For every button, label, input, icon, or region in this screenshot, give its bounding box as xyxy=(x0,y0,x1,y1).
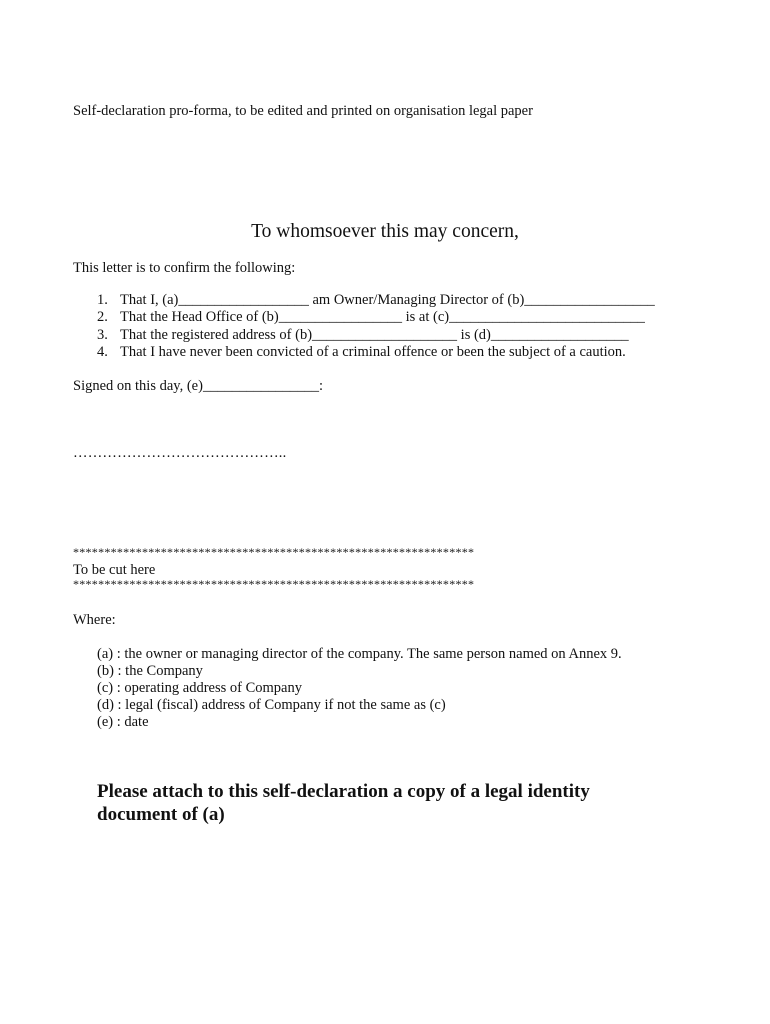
intro-line: This letter is to confirm the following: xyxy=(73,260,296,276)
item-number: 4. xyxy=(97,343,108,360)
definition-item: (c) : operating address of Company xyxy=(97,680,302,696)
item-text: That the Head Office of (b)_________________ is at (c)___________________________ xyxy=(120,309,645,326)
confirmation-item xyxy=(97,344,655,361)
confirmation-item xyxy=(97,327,655,344)
where-label: Where: xyxy=(73,612,116,628)
cut-line-bottom: **************************************************************** xyxy=(73,577,475,591)
item-text: That the registered address of (b)____________________ is (d)___________________ xyxy=(120,326,629,343)
item-text: That I have never been convicted of a criminal offence or been the subject of a caution. xyxy=(120,343,626,360)
definition-item: (a) : the owner or managing director of the company. The same person named on Annex 9. xyxy=(97,646,622,662)
item-text: That I, (a)__________________ am Owner/Managing Director of (b)__________________ xyxy=(120,292,655,308)
item-number: 1. xyxy=(97,292,108,308)
confirmation-item xyxy=(97,309,655,326)
signed-date-line: Signed on this day, (e)________________: xyxy=(73,378,323,394)
definition-item: (d) : legal (fiscal) address of Company if not the same as (c) xyxy=(97,697,446,713)
salutation: To whomsoever this may concern, xyxy=(251,221,519,242)
cut-line-top: **************************************************************** xyxy=(73,545,475,559)
item-number: 2. xyxy=(97,309,108,326)
cut-label: To be cut here xyxy=(73,562,156,578)
header-note: Self-declaration pro-forma, to be edited and printed on organisation legal paper xyxy=(73,103,533,119)
confirmation-list xyxy=(97,292,655,361)
definitions-list xyxy=(97,646,622,731)
attachment-instruction: Please attach to this self-declaration a copy of a legal identity document of (a) xyxy=(97,781,590,825)
item-number: 3. xyxy=(97,326,108,343)
confirmation-item xyxy=(97,292,655,309)
definition-item: (e) : date xyxy=(97,714,149,730)
definition-item: (b) : the Company xyxy=(97,663,203,679)
signature-line: …………………………………….. xyxy=(73,445,287,461)
